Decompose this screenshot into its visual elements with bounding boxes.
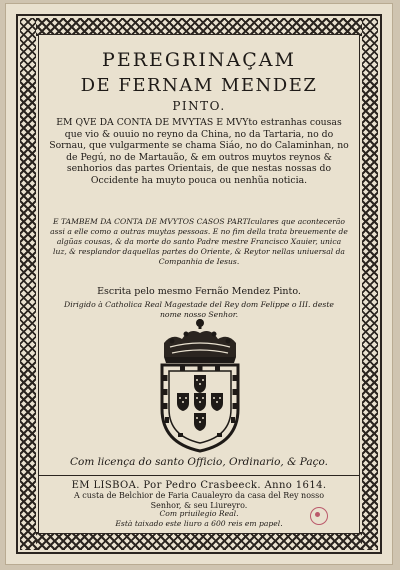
also-paragraph: E TAMBEM DA CONTA DE MVYTOS CASOS PARTIculares que acontecerão assi a elle como a outras muytas pessoas. E no fim della trata breuemente de algũas cousas, & da morte do santo Padre mestre Francisco Xauier, unica luz, & resplandor daquellas partes do Oriente, & Reytor nellas uniuersal da Companhia de Iesus. xyxy=(50,217,348,266)
price-line: Està taixado este liuro a 600 reis em papel. xyxy=(115,519,283,528)
border-bottom-ornament xyxy=(20,532,378,550)
licence-line: Com licença do santo Officio, Ordinario, & Paço. xyxy=(69,456,328,468)
border-left-ornament xyxy=(20,18,36,550)
publisher-line-2: Senhor, & seu Liureyro. xyxy=(150,501,248,510)
title-page xyxy=(6,4,392,564)
privilege-text: Com priuilegio Real. xyxy=(159,509,239,518)
divider xyxy=(39,475,359,476)
royal-coat-of-arms-icon xyxy=(150,317,250,453)
title-line-1: PEREGRINAÇAM xyxy=(102,49,296,71)
publisher-lines xyxy=(49,491,349,511)
imprint-line: EM LISBOA. Por Pedro Crasbeeck. Anno 1614. xyxy=(71,480,327,491)
text-block xyxy=(38,34,360,534)
author-line: Escrita pelo mesmo Fernão Mendez Pinto. xyxy=(97,286,301,297)
description-paragraph: EM QVE DA CONTA DE MVYTAS E MVYto estranhas cousas que vio & ouuio no reyno da China, no da Tartaria, no do Sornau, que vulgarmente se chama Siáo, no do Calaminhan, no de Pegú, no de Martauão, & em outros muytos reynos & senhorios das partes Orientais, de que nestas nossas do Occidente ha muyto pouca ou nenhũa noticia. xyxy=(49,117,349,186)
dedication-line: Dirigido à Catholica Real Magestade del Rey dom Felippe o III. deste nome nosso Senhor. xyxy=(64,300,334,319)
title-line-3: PINTO. xyxy=(172,99,226,113)
title-line-2: DE FERNAM MENDEZ xyxy=(80,75,318,96)
border-right-ornament xyxy=(362,18,378,550)
publisher-line-1: A custa de Belchior de Faria Caualeyro da casa del Rey nosso xyxy=(73,491,325,500)
library-stamp-icon xyxy=(310,507,328,525)
